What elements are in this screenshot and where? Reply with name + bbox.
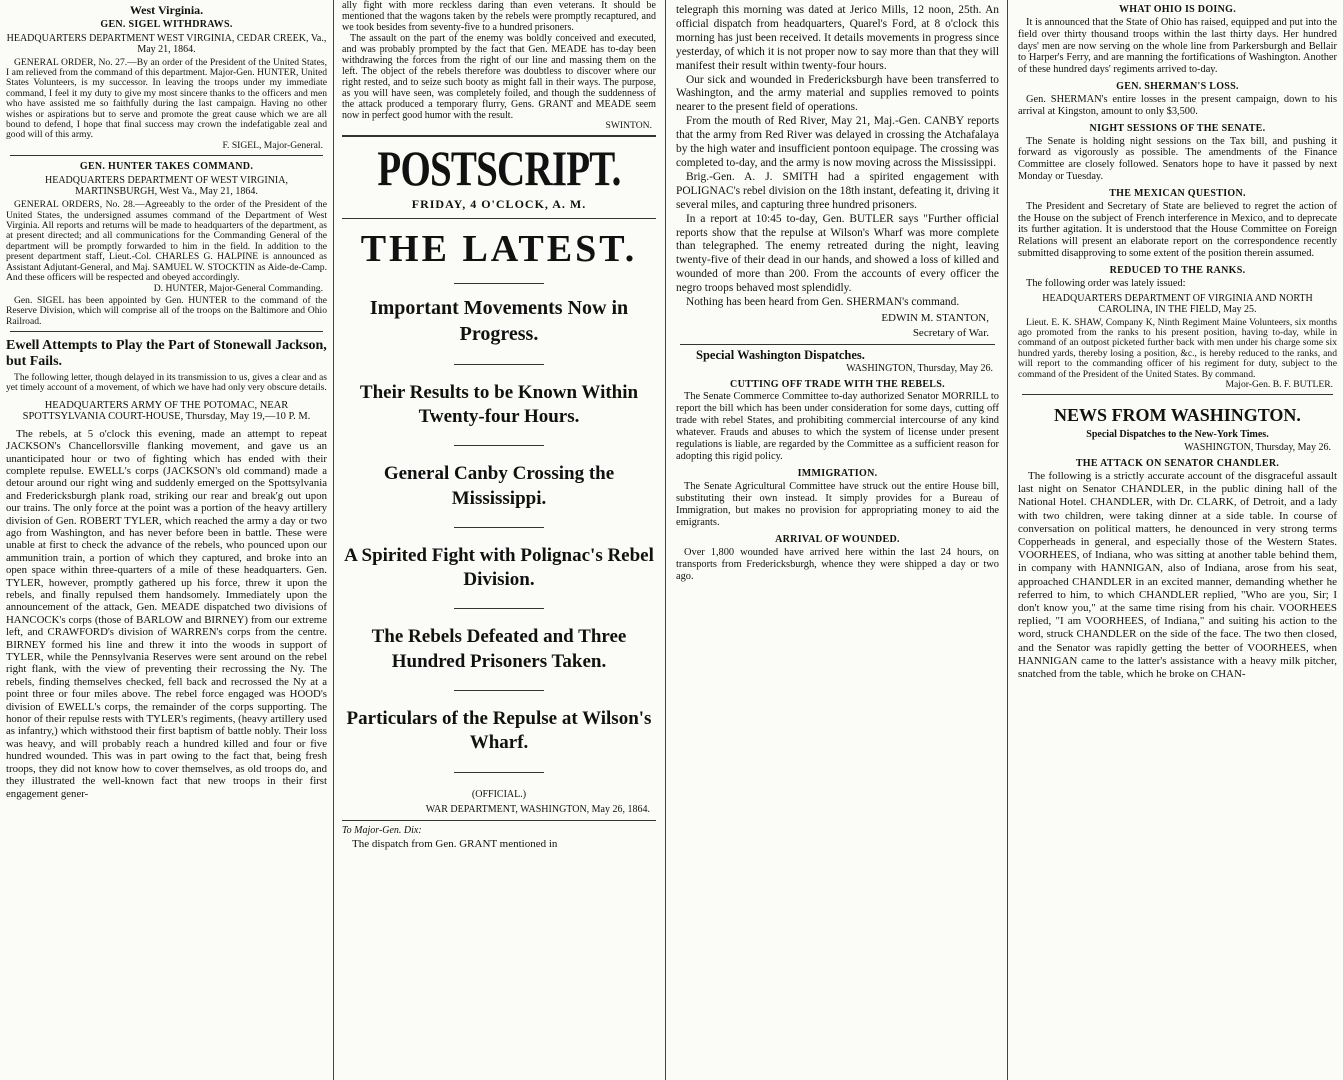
article-heading: THE MEXICAN QUESTION. [1109, 187, 1246, 199]
column-1 [0, 0, 332, 1080]
official-label: (OFFICIAL.) [471, 788, 527, 800]
article-heading: GEN. SIGEL WITHDRAWS. [100, 18, 233, 30]
dateline: WASHINGTON, Thursday, May 26. [1184, 441, 1331, 453]
dateline: HEADQUARTERS DEPARTMENT WEST VIRGINIA, CEDAR CREEK, Va., May 21, 1864. [6, 32, 327, 55]
column-rule [665, 0, 666, 1080]
signature: F. SIGEL, Major-General. [222, 139, 323, 151]
article-paragraph: The President and Secretary of State are believed to regret the action of the House on the subject of French interference in Mexico, and to deprecate its further agitation. It is understood that the House Committee on Foreign Relations will present an elaborate report on the correspondence recently submitted disapproving to some extent of the position therein assumed. [1018, 200, 1337, 259]
divider [10, 331, 323, 332]
article-heading: GEN. HUNTER TAKES COMMAND. [79, 161, 254, 173]
divider [10, 155, 323, 156]
divider [342, 820, 656, 821]
article-body: The following is a strictly accurate account of the disgraceful assault last night on Senator CHANDLER, in the public dining hall of the National Hotel. CHANDLER, with Dr. CLARK, of Detroit, and a lady with two children, were taking dinner at a side table. In course of conversation on political matters, he denounced in very strong terms Copperheads in general, and especially those of the Western States. VOORHEES, of Indiana, who was sitting at another table behind them, in company with HANNIGAN, also of Indiana, arose from his seat, approached CHANDLER in an excited manner, demanding whether he referred to him, to which CHANDLER replied, "Who are you, Sir; I don't know you," at the same time rising from his chair. VOORHEES replied, "I am VOORHEES, of Indiana," and suiting his action to the word, struck CHANDLER on the side of the face. The two then closed, and the Senator was rapidly getting the better of VOORHEES, when HANNIGAN came to the latter's assistance with a heavy milk pitcher, snatched from the table, which he broke on CHAN- [1018, 469, 1337, 680]
column-2 [336, 0, 662, 1080]
article-paragraph: The Senate is holding night sessions on the Tax bill, and pushing it forward as vigorously as possible. The amendments of the Finance Committee are closely followed. Senators hope to have it passed by next Monday or Tuesday. [1018, 135, 1337, 182]
article-paragraph: The Senate Commerce Committee to-day authorized Senator MORRILL to report the bill which has been under consideration for some days, cutting off trade with rebel States, and prohibiting commercial intercourse of any kind whatever. Frauds and abuses to which the system of license under present regulations is liable, are regarded by the Committee as a sufficient reason for adopting this rigid policy. [676, 390, 999, 462]
article-paragraph: Gen. SHERMAN's entire losses in the present campaign, down to his arrival at Kingston, amount to only $3,500. [1018, 93, 1337, 117]
article-paragraph: GENERAL ORDERS, No. 28.—Agreeably to the order of the President of the United States, the undersigned assumes command of the Department of West Virginia. All reports and returns will be made to headquarters of the department, as at present directed; and all communications for the Commanding General of the department will be promptly forwarded to him in the field. In addition to the present department staff, Lieut.-Col. CHARLES G. HALPINE is announced as Assistant Adjutant-General, and Maj. SAMUEL W. STOCKTIN as Aide-de-Camp. And these officers will be respected and obeyed accordingly. [6, 199, 327, 284]
divider [454, 772, 544, 773]
article-heading: ARRIVAL OF WOUNDED. [775, 533, 900, 545]
article-heading: REDUCED TO THE RANKS. [1109, 264, 1246, 276]
article-paragraph: Our sick and wounded in Fredericksburgh have been transferred to Washington, and the army material and supplies removed to points nearer to the present field of operations. [676, 73, 999, 114]
column-rule [1007, 0, 1008, 1080]
dateline: WASHINGTON, Thursday, May 26. [846, 362, 993, 374]
divider [454, 608, 544, 609]
dateline: HEADQUARTERS DEPARTMENT OF VIRGINIA AND NORTH CAROLINA, IN THE FIELD, May 25. [1042, 292, 1313, 315]
divider [454, 445, 544, 446]
signature: D. HUNTER, Major-General Commanding. [153, 282, 323, 294]
article-intro: The following letter, though delayed in its transmission to us, gives a clear and as yet timely account of a movement, of which we have had only very obscure details. [6, 371, 327, 394]
headline-deck: Important Movements Now in Progress. [369, 297, 629, 345]
edition-time: FRIDAY, 4 O'CLOCK, A. M. [411, 197, 587, 212]
headline-deck: General Canby Crossing the Mississippi. [383, 463, 615, 509]
section-title: West Virginia. [129, 3, 204, 17]
divider [454, 690, 544, 691]
dateline: HEADQUARTERS DEPARTMENT OF WEST VIRGINIA, MARTINSBURGH, West Va., May 21, 1864. [45, 175, 288, 198]
article-paragraph: Gen. SIGEL has been appointed by Gen. HUNTER to the command of the Reserve Division, which will comprise all of the troops on the Baltimore and Ohio Railroad. [6, 294, 327, 327]
article-paragraph: GENERAL ORDER, No. 27.—By an order of the President of the United States, I am relieved from the command of this department. Major-Gen. HUNTER, United States Volunteers, is my successor. In leaving the troops under my immediate command, I feel it my duty to give my most sincere thanks to the officers and men who have assisted me so faithfully during the last campaign. Having no other wishes or aspirations but to serve and promote the great cause which we are all bound to defend, I hope that final success may crown the indefatigable zeal and good will of this army. [6, 56, 327, 141]
dateline: WAR DEPARTMENT, WASHINGTON, May 26, 1864. [425, 803, 650, 815]
article-paragraph: The following order was lately issued: [1026, 277, 1186, 289]
divider [454, 527, 544, 528]
signature: EDWIN M. STANTON, [881, 311, 989, 324]
article-paragraph: The dispatch from Gen. GRANT mentioned in [352, 837, 558, 850]
article-headline: Special Washington Dispatches. [696, 347, 865, 362]
section-banner: NEWS FROM WASHINGTON. [1054, 405, 1301, 426]
divider [454, 364, 544, 365]
article-paragraph: The Senate Agricultural Committee have struck out the entire House bill, substituting their own instead. It simply provides for a Bureau of Immigration, but makes no provision for appropriating money to aid the emigrants. [676, 480, 999, 528]
divider [342, 218, 656, 219]
article-paragraph: Over 1,800 wounded have arrived here within the last 24 hours, on transports from Fredericksburgh, whence they were shipped a day or two ago. [676, 546, 999, 582]
dateline: HEADQUARTERS ARMY OF THE POTOMAC, NEAR SPOTTSYLVANIA COURT-HOUSE, Thursday, May 19,—10 P. M. [22, 399, 311, 422]
article-paragraph: The assault on the part of the enemy was boldly conceived and executed, and was probably prompted by the fact that Gen. MEADE has to-day been withdrawing the forces from the right of our line and massing them on the left. The object of the rebels therefore was doubtless to discover where our right rested, and to seize such booty as might fall in their ways. The purpose, as you will have seen, was completely foiled, and though the suddenness of the attack produced a temporary flurry, Gens. GRANT and MEADE seem now in perfect good humor with the result. [342, 33, 656, 121]
signature: Major-Gen. B. F. BUTLER. [1225, 378, 1333, 390]
headline-deck: The Rebels Defeated and Three Hundred Prisoners Taken. [371, 626, 627, 672]
subheading: Special Dispatches to the New-York Times. [1086, 429, 1269, 441]
divider [342, 135, 656, 137]
article-paragraph: Nothing has been heard from Gen. SHERMAN's command. [686, 296, 960, 309]
article-heading: GEN. SHERMAN'S LOSS. [1116, 80, 1239, 92]
article-heading: WHAT OHIO IS DOING. [1118, 4, 1237, 15]
salutation: To Major-Gen. Dix: [342, 824, 422, 836]
article-paragraph: From the mouth of Red River, May 21, Maj.-Gen. CANBY reports that the army from Red River was delayed in crossing the Atchafalaya by the high water and insufficient pontoon equipage. The crossing was completed to-day, and the army is now moving across the Mississippi. [676, 115, 999, 169]
column-4 [1010, 0, 1343, 1080]
headline-deck: A Spirited Fight with Polignac's Rebel Division. [344, 544, 654, 591]
article-heading: NIGHT SESSIONS OF THE SENATE. [1089, 122, 1266, 134]
article-paragraph: telegraph this morning was dated at Jerico Mills, 12 noon, 25th. An official dispatch from headquarters, Quarel's Ford, at 8 o'clock this morning has just been received. It details movements in progress since yesterday, of which it is not proper now to say more than that they will manifest their result within twenty-four hours. [676, 4, 999, 72]
column-rule [333, 0, 334, 1080]
article-heading: CUTTING OFF TRADE WITH THE REBELS. [730, 378, 945, 390]
article-headline: Ewell Attempts to Play the Part of Stonewall Jackson, but Fails. [6, 338, 327, 369]
article-body: The rebels, at 5 o'clock this evening, made an attempt to repeat JACKSON's Chancellorsville flanking movement, and gave us an unanticipated hour or two of fighting which has ended with their complete repulse. EWELL's corps (JACKSON's old command) made a detour around our right wing and suddenly emerged on the Spottsylvania and Fredericksburgh plank road, striking our rear and break'g out upon our trains. The only force at the point was a portion of the heavy artillery division of Gen. ROBERT TYLER, which reached the army a day or two ago from Washington, and has never before been in battle. These were unable at first to check the advance of the rebels, who pounced upon our ammunition train, a portion of which they captured, and broke into an open space within three-quarters of a mile of these headquarters. Gen. TYLER, however, promptly gathered up his force, threw it upon the rebels, and finally repulsed them handsomely. Immediately upon the announcement of the attack, Gen. MEADE dispatched two divisions of HANCOCK's corps (those of BARLOW and BIRNEY) from our extreme left, and CRAWFORD's division of WARREN's corps from the centre. BIRNEY formed his line and threw it into the woods in support of TYLER, while the Pennsylvania Reserves were sent around on the rebel right flank, with the view of preventing their recrossing the Ny. The rebels, finding themselves checked, fell back and recrossed the Ny at a point three or four miles above. The rebel force engaged was HOOD's division of EWELL's corps, the remainder of the corps supporting. The honor of their repulse rests with TYLER's regiments, (heavy artillery used as infantry,) which withstood their first baptism of battle nobly. Their loss was heavy, and will probably reach a hundred killed and four or five hundred wounded. This was in part owing to the fact that, being fresh troops, they did not know how to cover themselves, as old troops do, and they illustrated the well-known fact that new troops in their first engagement gener- [6, 427, 327, 800]
divider [454, 283, 544, 284]
latest-headline: THE LATEST. [360, 228, 638, 271]
article-paragraph: Brig.-Gen. A. J. SMITH had a spirited engagement with POLIGNAC's rebel division on the 18th instant, defeating it, driving it several miles, and capturing three hundred prisoners. [676, 170, 999, 211]
headline-deck: Particulars of the Repulse at Wilson's Wharf. [346, 708, 652, 754]
column-3 [668, 0, 1005, 1080]
postscript-banner: POSTSCRIPT. [377, 140, 621, 197]
article-heading: IMMIGRATION. [797, 467, 878, 479]
signature: SWINTON. [605, 120, 652, 131]
divider [680, 344, 995, 345]
divider [1022, 394, 1333, 395]
article-paragraph: ally fight with more reckless daring than even veterans. It should be mentioned that the wagons taken by the rebels were promptly recaptured, and we took besides from seventy-five to a hundred prisoners. [342, 0, 656, 33]
headline-deck: Their Results to be Known Within Twenty-four Hours. [359, 381, 639, 427]
article-paragraph: Lieut. E. K. SHAW, Company K, Ninth Regiment Maine Volunteers, six months ago promoted from the ranks to his present position, having to-day, while in command of an outpost picketed further back with men under his charge some six hundred yards, thereby losing a position, &c., is hereby reduced to the ranks, and will report to the commanding officer of his regiment for duty, subject to the command of the President of the United States. By command. [1018, 316, 1337, 380]
article-paragraph: It is announced that the State of Ohio has raised, equipped and put into the field over thirty thousand troops within the last thirty days. Her hundred days' men are now serving on the whole line from Parkersburgh and Bellair to Harper's Ferry, and are manning the fortifications of Washington. Another of these hundred days' regiments arrived to-day. [1018, 17, 1337, 76]
article-heading: THE ATTACK ON SENATOR CHANDLER. [1075, 457, 1280, 469]
signature-title: Secretary of War. [912, 326, 989, 339]
article-paragraph: In a report at 10:45 to-day, Gen. BUTLER says "Further official reports show that the repulse at Wilson's Wharf was more complete than telegraphed. The enemy retreated during the night, leaving twenty-five of their dead in our hands, and showed a loss of killed and wounded of more than 200. From the accounts of every officer the negro troops behaved most splendidly. [676, 212, 999, 295]
